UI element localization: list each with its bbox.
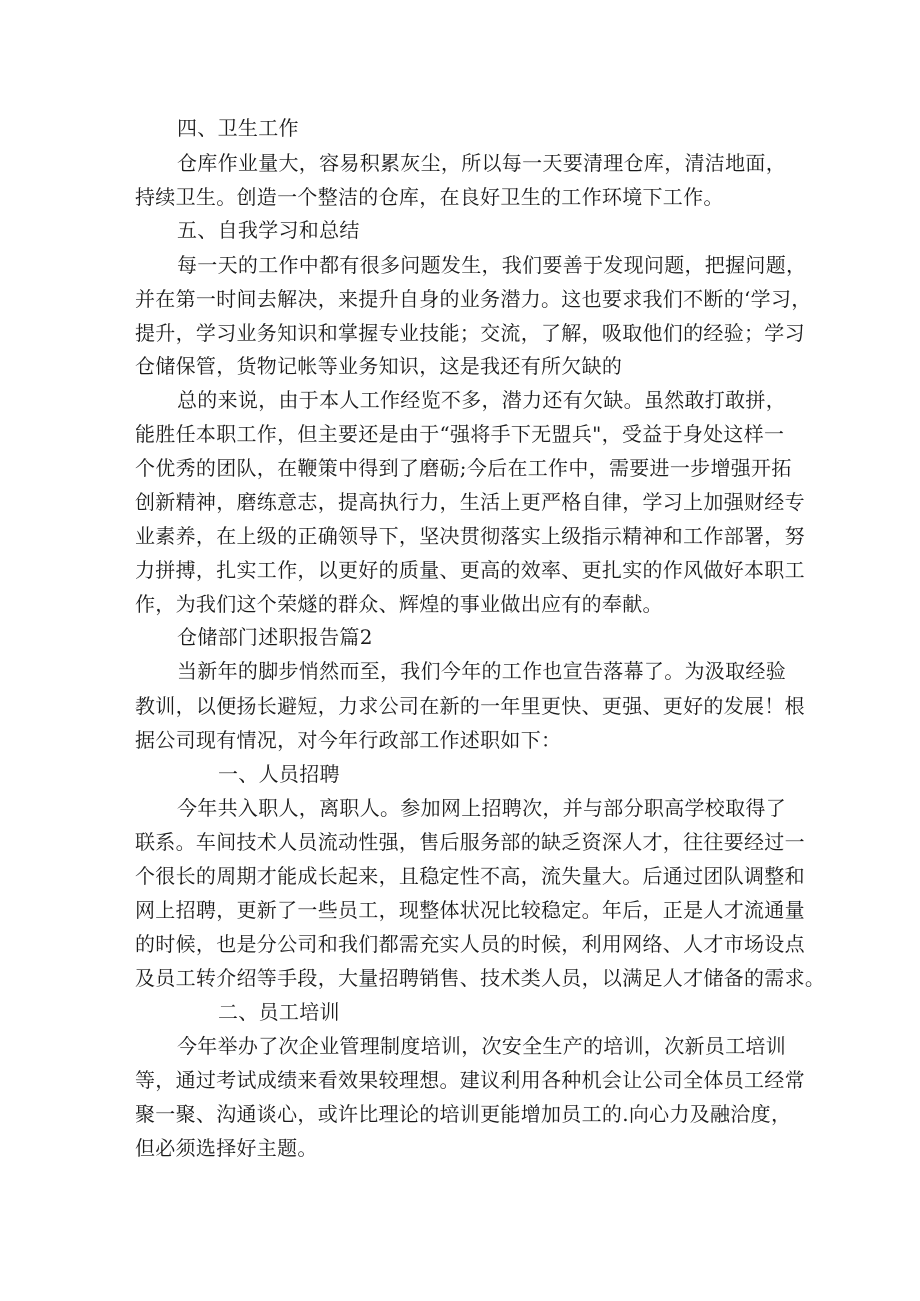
section-heading-sanitation: 四、卫生工作 bbox=[177, 116, 299, 140]
report-title: 仓储部门述职报告篇2 bbox=[177, 625, 373, 649]
paragraph-line: 能胜任本职工作，但主要还是由于“强将手下无盟兵"，受益于身处这样一 bbox=[135, 422, 785, 446]
paragraph-line: 总的来说，由于本人工作经览不多，潜力还有欠缺。虽然敢打敢拼， bbox=[177, 388, 786, 412]
paragraph-line: 网上招聘，更新了一些员工，现整体状况比较稳定。年后，正是人才流通量 bbox=[135, 898, 805, 922]
paragraph-line: 仓库作业量大，容易积累灰尘，所以每一天要清理仓库，清洁地面， bbox=[177, 151, 786, 175]
paragraph-line: 并在第一时间去解决，来提升自身的业务潜力。这也要求我们不断的‘学习， bbox=[135, 287, 812, 311]
section-heading-training: 二、员工培训 bbox=[218, 1000, 340, 1024]
section-heading-recruitment: 一、人员招聘 bbox=[218, 762, 340, 786]
paragraph-line: 作，为我们这个荣燧的群众、辉煌的事业做出应有的奉献。 bbox=[135, 592, 663, 616]
paragraph-line: 的时候，也是分公司和我们都需充实人员的时候，利用网络、人才市场设点 bbox=[135, 932, 805, 956]
paragraph-line: 教训，以便扬长避短，力求公司在新的一年里更快、更强、更好的发展！根 bbox=[135, 694, 805, 718]
paragraph-line: 仓储保管，货物记帐等业务知识，这是我还有所欠缺的 bbox=[135, 354, 623, 378]
paragraph-line: 及员工转介绍等手段，大量招聘销售、技术类人员，以满足人才储备的需求。 bbox=[135, 966, 826, 990]
paragraph-line: 据公司现有情况，对今年行政部工作述职如下： bbox=[135, 728, 562, 752]
paragraph-line: 提升，学习业务知识和掌握专业技能；交流，了解，吸取他们的经验；学习 bbox=[135, 321, 805, 345]
paragraph-line: 联系。车间技术人员流动性强，售后服务部的缺乏资深人才，往往要经过一 bbox=[135, 830, 805, 854]
paragraph-line: 等，通过考试成绩来看效果较理想。建议利用各种机会让公司全体员工经常 bbox=[135, 1068, 805, 1092]
paragraph-line: 创新精神，磨练意志，提高执行力，生活上更严格自律，学习上加强财经专 bbox=[135, 490, 805, 514]
paragraph-line: 当新年的脚步悄然而至，我们今年的工作也宣告落幕了。为汲取经验 bbox=[177, 659, 786, 683]
section-heading-self-study: 五、自我学习和总结 bbox=[177, 218, 360, 242]
paragraph-line: 力拼搏，扎实工作，以更好的质量、更高的效率、更扎实的作风做好本职工 bbox=[135, 558, 805, 582]
paragraph-line: 个很长的周期才能成长起来，且稳定性不高，流失量大。后通过团队调整和 bbox=[135, 864, 805, 888]
paragraph-line: 今年共入职人，离职人。参加网上招聘次，并与部分职高学校取得了 bbox=[177, 796, 786, 820]
paragraph-line: 个优秀的团队，在鞭策中得到了磨砺;今后在工作中，需要进一步增强开拓 bbox=[135, 456, 792, 480]
paragraph-line: 每一天的工作中都有很多问题发生，我们要善于发现问题，把握问题， bbox=[177, 253, 807, 277]
paragraph-line: 今年举办了次企业管理制度培训，次安全生产的培训，次新员工培训 bbox=[177, 1034, 786, 1058]
paragraph-line: 但必须选择好主题。 bbox=[135, 1136, 318, 1160]
paragraph-line: 业素养，在上级的正确领导下，坚决贯彻落实上级指示精神和工作部署，努 bbox=[135, 524, 805, 548]
paragraph-line: 持续卫生。创造一个整洁的仓库，在良好卫生的工作环境下工作。 bbox=[135, 185, 724, 209]
paragraph-line: 聚一聚、沟通谈心，或许比理论的培训更能增加员工的.向心力及融洽度， bbox=[135, 1102, 792, 1126]
